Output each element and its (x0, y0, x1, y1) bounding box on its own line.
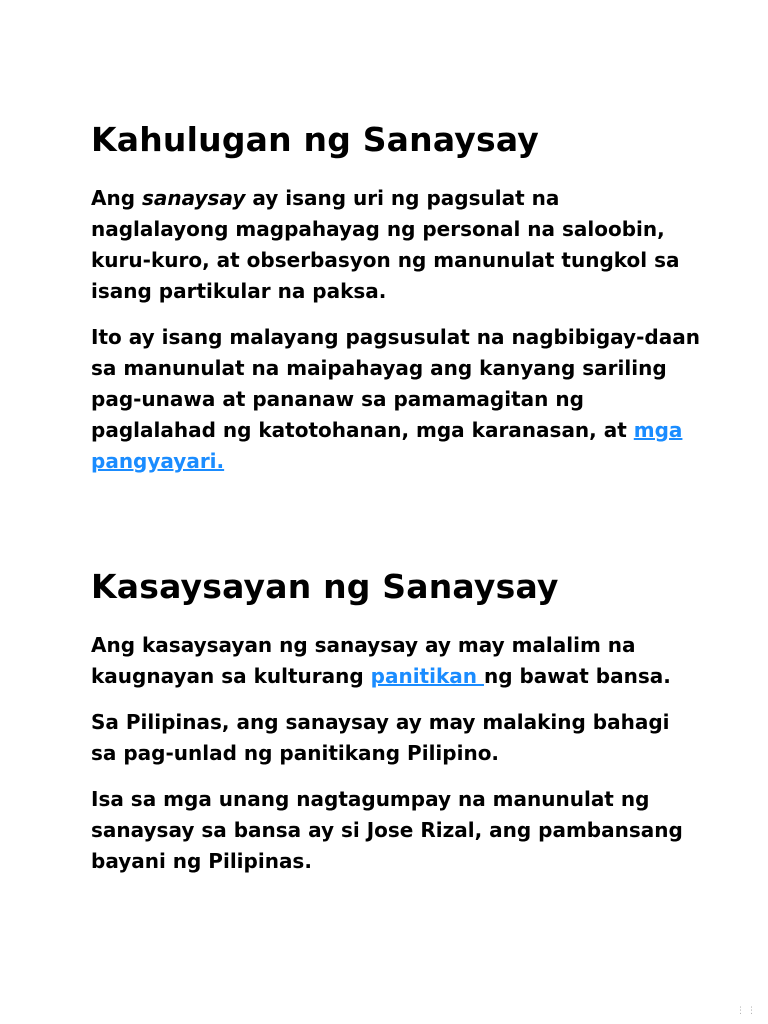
link-panitikan[interactable]: panitikan (370, 664, 484, 688)
term-sanaysay: sanaysay (142, 186, 246, 210)
paragraph-definition-rest: ay isang uri ng pagsulat na naglalayong magpahayag ng personal na saloobin, kuru-kuro, at obserbasyon ng manunulat tungkol sa isang partikular na paksa. (91, 186, 680, 303)
paragraph-rizal: Isa sa mga unang nagtagumpay na manunulat ng sanaysay sa bansa ay si Jose Rizal, ang pambansang bayani ng Pilipinas. (91, 787, 683, 873)
paragraph-definition (91, 183, 701, 307)
paragraph-history (91, 630, 701, 692)
paragraph-explanation-text: Ito ay isang malayang pagsusulat na nagbibigay-daan sa manunulat na maipahayag ang kanyang sariling pag-unawa at pananaw sa pamamagitan ng paglalahad ng katotohanan, mga karanasan, at (91, 325, 700, 442)
section-heading-kahulugan: Kahulugan ng Sanaysay (91, 120, 540, 159)
paragraph-definition-start: Ang (91, 186, 142, 210)
section-kahulugan (91, 118, 701, 477)
paragraph-history-start: Ang kasaysayan ng sanaysay ay may malalim na kaugnayan sa kulturang (91, 633, 636, 688)
section-heading-kasaysayan: Kasaysayan ng Sanaysay (91, 567, 559, 606)
document-page (91, 118, 701, 877)
corner-dots-icon: ⋮⋮ (736, 1006, 758, 1016)
section-kasaysayan (91, 565, 701, 877)
link-mga-pangyayari[interactable]: mga pangyayari. (91, 418, 683, 473)
paragraph-explanation (91, 322, 701, 477)
paragraph-history-end: ng bawat bansa. (483, 664, 671, 688)
paragraph-philippines: Sa Pilipinas, ang sanaysay ay may malaking bahagi sa pag-unlad ng panitikang Pilipino. (91, 710, 670, 765)
